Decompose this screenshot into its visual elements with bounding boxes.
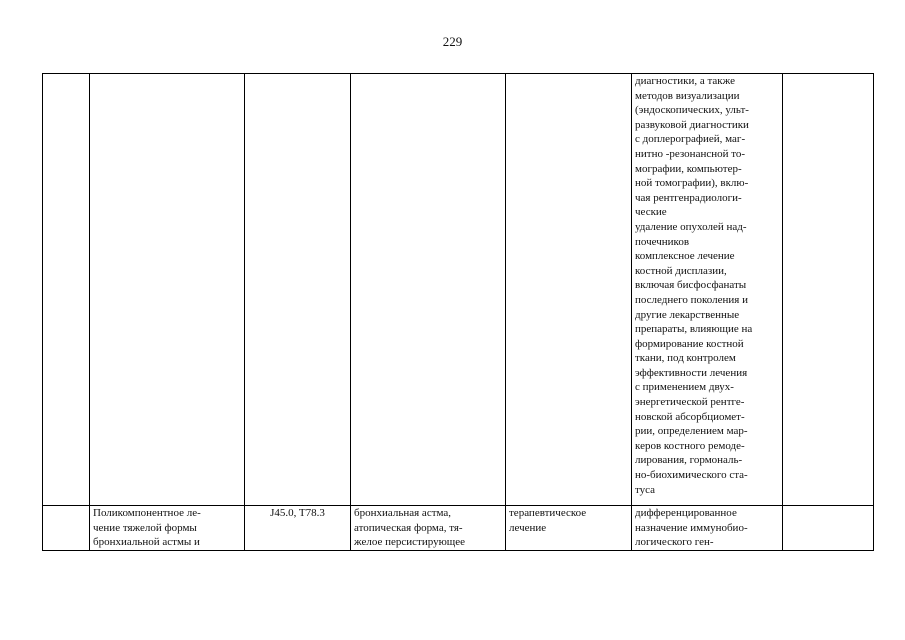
table-row (43, 74, 874, 506)
text-line: но-биохимического ста- (635, 469, 748, 482)
text-line: чая рентгенрадиологи- (635, 191, 742, 204)
row1-col3-cell (245, 74, 351, 506)
text-line: лечение (509, 521, 547, 534)
text-line: J45.0, T78.3 (270, 507, 325, 519)
text-line: туса (635, 483, 656, 496)
row1-treatment-method-cell (632, 74, 783, 506)
text-line: (эндоскопических, ульт- (635, 104, 749, 117)
text-line: чение тяжелой формы (93, 521, 197, 534)
text-line: нитно -резонансной то- (635, 147, 746, 160)
text-line: лирования, гормональ- (635, 454, 743, 467)
row2-col1-cell (43, 506, 90, 551)
row1-col4-cell (351, 74, 506, 506)
text-line: желое персистирующее (354, 536, 466, 549)
text-line: костной дисплазии, (635, 264, 727, 277)
text-line: ческие (635, 206, 667, 219)
text-line: энергетической рентге- (635, 396, 745, 409)
text-line: керов костного ремоде- (635, 439, 745, 452)
medical-procedures-table (42, 73, 874, 551)
text-line: логического ген- (635, 536, 714, 549)
table-row (43, 506, 874, 551)
text-line: назначение иммунобио- (635, 521, 748, 534)
text-line: диагностики, а также (635, 75, 735, 87)
row1-col2-cell (90, 74, 245, 506)
text-line: удаление опухолей над- (635, 220, 747, 233)
text-line: препараты, влияющие на (635, 323, 753, 336)
text-line: развуковой диагностики (635, 118, 749, 131)
text-line: ткани, под контролем (635, 352, 736, 365)
row2-procedure-name-cell (90, 506, 245, 551)
text-line: другие лекарственные (635, 308, 740, 321)
text-line: методов визуализации (635, 89, 740, 102)
row2-col7-cell (783, 506, 874, 551)
page-number: 229 (442, 34, 463, 49)
row2-treatment-method-cell (632, 506, 783, 551)
row2-icd-code-cell (245, 506, 351, 551)
text-line: с применением двух- (635, 381, 734, 394)
text-line: атопическая форма, тя- (354, 521, 463, 534)
row1-col1-cell (43, 74, 90, 506)
row2-treatment-type-cell (506, 506, 632, 551)
text-line: ной томографии), вклю- (635, 177, 749, 190)
text-line: Поликомпонентное ле- (93, 507, 201, 519)
text-line: последнего поколения и (635, 293, 748, 306)
text-line: бронхиальная астма, (354, 507, 452, 519)
row1-col7-cell (783, 74, 874, 506)
text-line: комплексное лечение (635, 250, 735, 263)
text-line: включая бисфосфанаты (635, 279, 747, 292)
text-line: рии, определением мар- (635, 425, 748, 438)
text-line: новской абсорбциомет- (635, 410, 745, 423)
text-line: мографии, компьютер- (635, 162, 742, 175)
text-line: формирование костной (635, 337, 744, 350)
row2-diagnosis-cell (351, 506, 506, 551)
text-line: дифференцированное (635, 507, 737, 519)
text-line: терапевтическое (509, 507, 587, 519)
text-line: эффективности лечения (635, 366, 748, 379)
text-line: бронхиальной астмы и (93, 536, 200, 549)
row1-col5-cell (506, 74, 632, 506)
text-line: почечников (635, 235, 690, 248)
text-line: с доплерографией, маг- (635, 133, 746, 146)
